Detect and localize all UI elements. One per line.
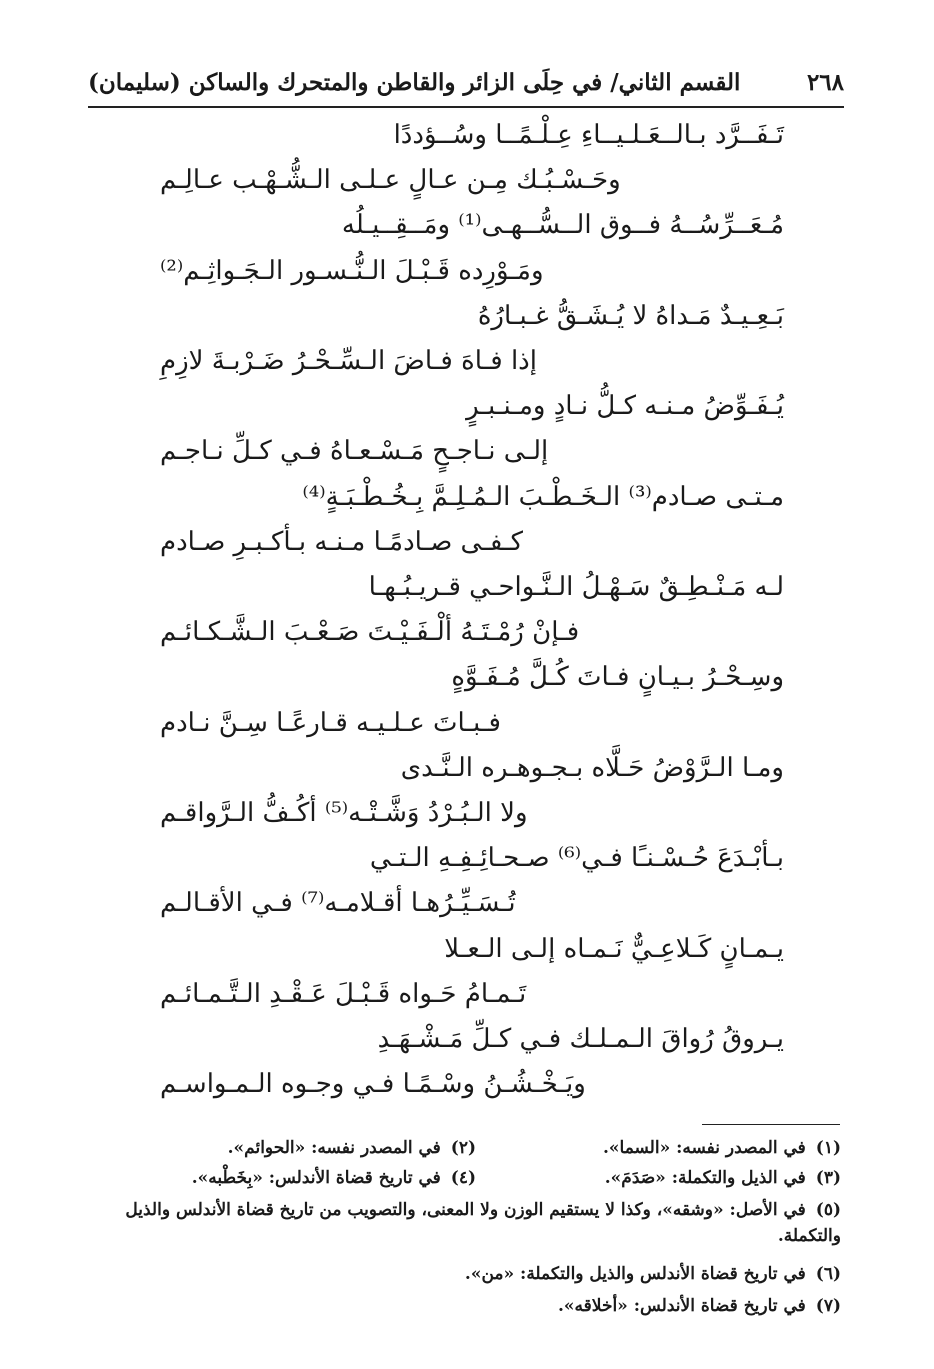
footnote-2: (٢)في المصدر نفسه: «الحوائم».	[227, 1138, 476, 1158]
verse-line: لـه مَـنْـطِـقٌ سَـهْـلُ الـنَّـواحـي قـريـبُـهـا	[368, 572, 784, 602]
verse-line: تَـفَــرَّد بـالــعَـلـيــاءِ عِـلْـمًــا وسُــؤددًا	[393, 120, 784, 150]
header-rule	[88, 106, 844, 108]
verse-line: مـتـى صـادم⁽³⁾ الـخَـطْـبَ الـمُـلِـمَّ بِـخُـطْـبَـةٍ⁽⁴⁾	[302, 481, 784, 512]
verse-line: مُـعَــرِّسُــهُ فــوق الــسُّــهـى⁽¹⁾ ومَــقِــيـلُه	[341, 210, 784, 241]
verse-line: يُـفَـوِّضُ مـنـه كـلُّ نـادٍ ومـنـبـرٍ	[466, 391, 784, 422]
verse-line: إلـى نـاجـحٍ مَـسْـعـاهُ فـي كـلِّ نـاجـم	[160, 436, 549, 467]
verse-line: تُـسَـيِّـرُهـا أقـلامـه⁽⁷⁾ فـي الأقـالـم	[160, 888, 516, 919]
footnote-3: (٣)في الذيل والتكملة: «صَدَمَ».	[604, 1168, 841, 1188]
verse-line: ومـا الـرَّوْضُ حَـلَّاه بـجـوهـره الـنَّـدى	[400, 752, 784, 783]
page-number: ٢٦٨	[806, 68, 844, 96]
footnote-1: (١)في المصدر نفسه: «السما».	[602, 1138, 841, 1158]
verse-line: تَـمـامُ حَـواه قَـبْـلَ عَـقْـدِ الـتَّـمـائـم	[160, 978, 527, 1009]
footnote-rule	[702, 1124, 840, 1125]
verse-line: وسِـحْـرُ بـيـانٍ فـاتَ كُـلَّ مُـفَـوَّهٍ	[451, 662, 784, 693]
verse-line: بَـعِـيـدٌ مَـداهُ لا يُـشَـقُّ غـبـارُهُ	[477, 300, 784, 331]
verse-line: كـفـى صـادمًـا مـنـه بـأكـبـرِ صـادم	[160, 526, 523, 557]
verse-line: فـإنْ رُمْـتَـهُ ألْـفَـيْـتَ صَـعْـبَ الـشَّـكـائـم	[160, 617, 580, 648]
footnote-6: (٦)في تاريخ قضاة الأندلس والذيل والتكملة: «من».	[464, 1264, 841, 1284]
footnote-5: (٥)في الأصل: «وشقه»، وكذا لا يستقيم الوزن ولا المعنى، والتصويب من تاريخ قضاة الأندلس والذيل والتكملة.	[125, 1200, 841, 1246]
verse-line: بـأبْـدَعَ حُـسْـنـًا فـي⁽⁶⁾ صـحـائِـفِـهِ الـتـي	[369, 843, 784, 874]
footnote-7: (٧)في تاريخ قضاة الأندلس: «أخلاقه».	[558, 1296, 841, 1316]
verse-line: ولا الـبُـرْدُ وَشَّـتْـه⁽⁵⁾ أكُـفُّ الـرَّواقـم	[160, 798, 528, 828]
verse-line: إذا فـاهَ فـاضَ الـسِّـحْـرُ ضَـرْبـةَ لازِمِ	[160, 346, 537, 376]
verse-line: يـروقُ رُواقَ الـمـلـك فـي كـلِّ مَـشْـهَـدِ	[377, 1024, 784, 1054]
verse-line: فـبـاتَ عـلـيـه قـارعًـا سِـنَّ نـادم	[160, 707, 501, 738]
verse-line: يـمـانٍ كَـلاعِـيٌّ نَـمـاه إلـى الـعـلا	[444, 933, 784, 964]
running-title: القسم الثاني/ في حِلَى الزائر والقاطن والمتحرك والساكن (سليمان)	[88, 68, 741, 96]
page-header	[88, 62, 844, 102]
footnote-4: (٤)في تاريخ قضاة الأندلس: «بِخَطْبه».	[191, 1168, 476, 1188]
verse-line: وحَـسْـبُـك مِـن عـالٍ عـلـى الـشُّـهْـب عـالِـم	[160, 165, 621, 196]
verse-line: ومَـوْرِده قَـبْـلَ الـنُّـسـور الـجَـواثِـم⁽²⁾	[160, 255, 544, 286]
verse-line: ويَـخْـشُـنُ وسْـمًـا فـي وجـوه الـمـواسـم	[160, 1069, 586, 1100]
